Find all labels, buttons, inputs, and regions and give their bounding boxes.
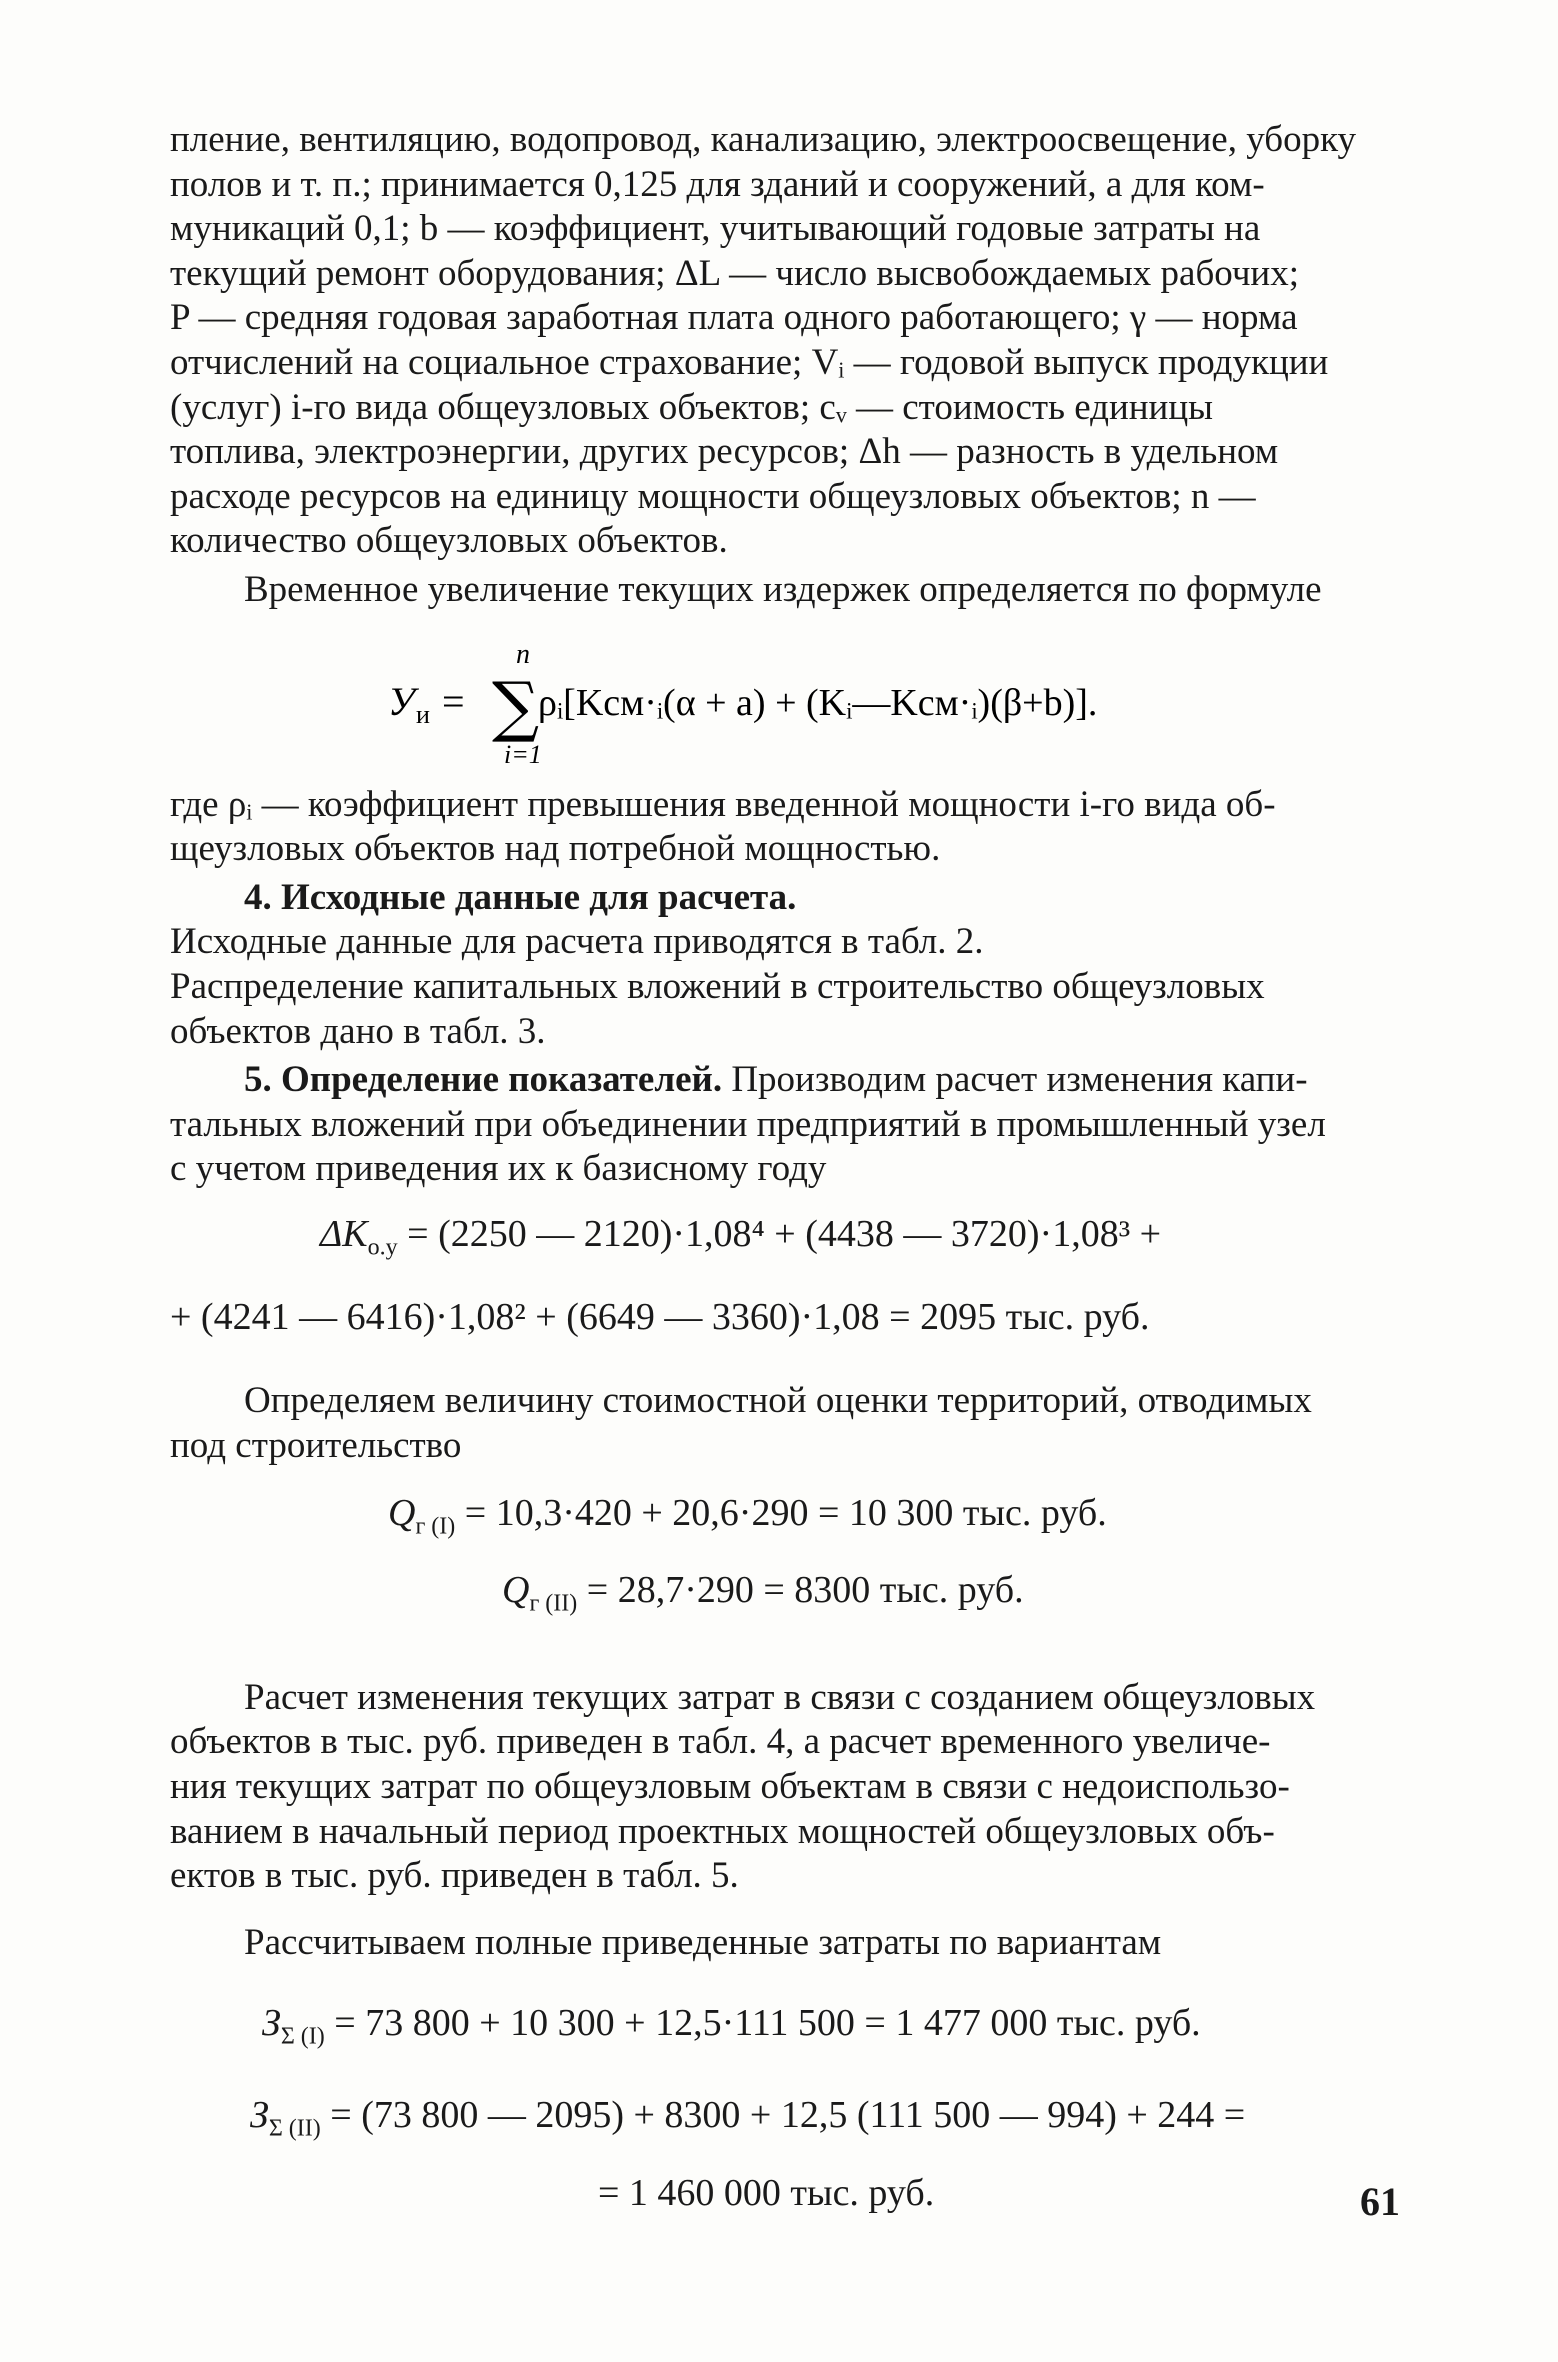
section-heading-4: 4. Исходные данные для расчета.	[244, 876, 797, 918]
formula-lhs-sub: о.у	[367, 1234, 398, 1261]
page-number: 61	[1360, 2179, 1400, 2224]
section-heading-5: 5. Определение показателей.	[244, 1059, 723, 1101]
formula-lhs: У	[388, 678, 415, 724]
text-line: отчислений на социальное страхование; Vᵢ — годовой выпуск продукции	[170, 341, 1329, 383]
formula-lhs: Q	[388, 1491, 416, 1534]
sigma-symbol: ∑	[492, 667, 540, 745]
text-line: объектов в тыс. руб. приведен в табл. 4, а расчет временного увеличе-	[170, 1721, 1271, 1763]
text-line: Расчет изменения текущих затрат в связи с созданием общеузловых	[244, 1676, 1316, 1718]
paragraph-total-costs: Рассчитываем полные приведенные затраты по вариантам	[244, 1921, 1162, 1963]
text-line: P — средняя годовая заработная плата одного работающего; γ — норма	[170, 297, 1298, 339]
formula-lhs-sub: и	[416, 699, 430, 729]
formula-line	[250, 2091, 1408, 2153]
formula-line	[262, 1999, 1408, 2061]
text-line: расходе ресурсов на единицу мощности общеузловых объектов; n —	[170, 475, 1256, 517]
text-line: (услуг) i-го вида общеузловых объектов; cᵥ — стоимость единицы	[170, 386, 1214, 428]
formula-lhs-sub: Σ (I)	[280, 2024, 325, 2050]
formula-z2	[170, 2091, 1408, 2153]
text-line: пление, вентиляцию, водопровод, канализацию, электроосвещение, уборку	[170, 119, 1357, 160]
paragraph-capital-distribution	[170, 965, 1408, 1054]
text-line: где ρᵢ — коэффициент превышения введенной мощности i-го вида об-	[170, 783, 1276, 825]
formula-z2-result	[170, 2169, 1408, 2217]
sum-lower-limit: i=1	[504, 739, 542, 769]
formula-delta-k	[170, 1210, 1408, 1272]
formula-rhs: = 10,3·420 + 20,6·290 = 10 300 тыс. руб.	[455, 1491, 1107, 1534]
text-line: ванием в начальный период проектных мощностей общеузловых объ-	[170, 1810, 1275, 1852]
formula-rhs: = (2250 — 2120)·1,08⁴ + (4438 — 3720)·1,08³ +	[397, 1212, 1162, 1255]
formula-lhs-sub: г (I)	[415, 1513, 456, 1540]
text-line: щеузловых объектов над потребной мощностью.	[170, 828, 941, 870]
formula-q2	[170, 1566, 1408, 1628]
formula-temporary-increase	[170, 633, 1408, 773]
text-line: муникаций 0,1; b — коэффициент, учитывающий годовые затраты на	[170, 208, 1261, 250]
text-line: тальных вложений при объединении предприятий в промышленный узел	[170, 1103, 1326, 1145]
text-line: ектов в тыс. руб. приведен в табл. 5.	[170, 1855, 739, 1897]
formula-line: = 1 460 000 тыс. руб.	[598, 2171, 935, 2214]
formula-lhs: З	[250, 2094, 269, 2136]
formula-lhs: Q	[502, 1569, 530, 1612]
text-line: объектов дано в табл. 3.	[170, 1010, 546, 1052]
text-line	[170, 1058, 1408, 1103]
formula-z1	[170, 1999, 1408, 2061]
paragraph-rho-definition	[170, 783, 1408, 872]
formula-lhs: З	[262, 2002, 281, 2045]
formula-rhs: = 73 800 + 10 300 + 12,5·111 500 = 1 477 000 тыс. руб.	[324, 2002, 1201, 2045]
text-line: Распределение капитальных вложений в строительство общеузловых	[170, 965, 1265, 1007]
text-line: полов и т. п.; принимается 0,125 для зданий и сооружений, а для ком-	[170, 163, 1265, 205]
formula-lhs-sub: Σ (II)	[268, 2115, 321, 2142]
formula-line	[388, 1489, 1408, 1551]
formula-line	[320, 1210, 1408, 1272]
formula-line: + (4241 — 6416)·1,08² + (6649 — 3360)·1,08 = 2095 тыс. руб.	[170, 1296, 1150, 1339]
equals-sign: =	[442, 678, 465, 724]
paragraph-territory-valuation	[170, 1379, 1408, 1468]
formula-lhs: ΔK	[320, 1212, 368, 1255]
formula-rhs: = (73 800 — 2095) + 8300 + 12,5 (111 500 — 994) + 244 =	[320, 2094, 1246, 2136]
text-line: текущий ремонт оборудования; ΔL — число высвобождаемых рабочих;	[170, 252, 1300, 294]
text-line: под строительство	[170, 1425, 462, 1467]
paragraph-initial-data: Исходные данные для расчета приводятся в табл. 2.	[170, 921, 984, 963]
formula-lhs-sub: г (II)	[529, 1590, 578, 1617]
text-span: Производим расчет изменения капи-	[722, 1059, 1308, 1101]
text-line: количество общеузловых объектов.	[170, 520, 728, 562]
sum-body: ρᵢ[Kсм·ᵢ(α + a) + (Kᵢ—Kсм·ᵢ)(β+b)].	[538, 681, 1098, 724]
formula-rhs: = 28,7·290 = 8300 тыс. руб.	[577, 1569, 1024, 1612]
formula-line	[502, 1566, 1408, 1628]
paragraph-current-costs	[170, 1676, 1408, 1899]
sum-formula-graphic	[388, 633, 1288, 773]
text-line: с учетом приведения их к базисному году	[170, 1148, 827, 1190]
paragraph-formula-intro: Временное увеличение текущих издержек определяется по формуле	[244, 568, 1322, 610]
paragraph-definitions	[170, 118, 1408, 564]
text-line: Определяем величину стоимостной оценки территорий, отводимых	[244, 1380, 1312, 1422]
sum-upper-limit: n	[516, 638, 530, 670]
text-line: топлива, электроэнергии, других ресурсов; Δh — разность в удельном	[170, 431, 1279, 473]
formula-q1	[170, 1489, 1408, 1551]
formula-delta-k-continued	[170, 1293, 1408, 1341]
text-line: ния текущих затрат по общеузловым объектам в связи с недоиспользо-	[170, 1766, 1290, 1808]
paragraph-section-5	[170, 1058, 1408, 1192]
